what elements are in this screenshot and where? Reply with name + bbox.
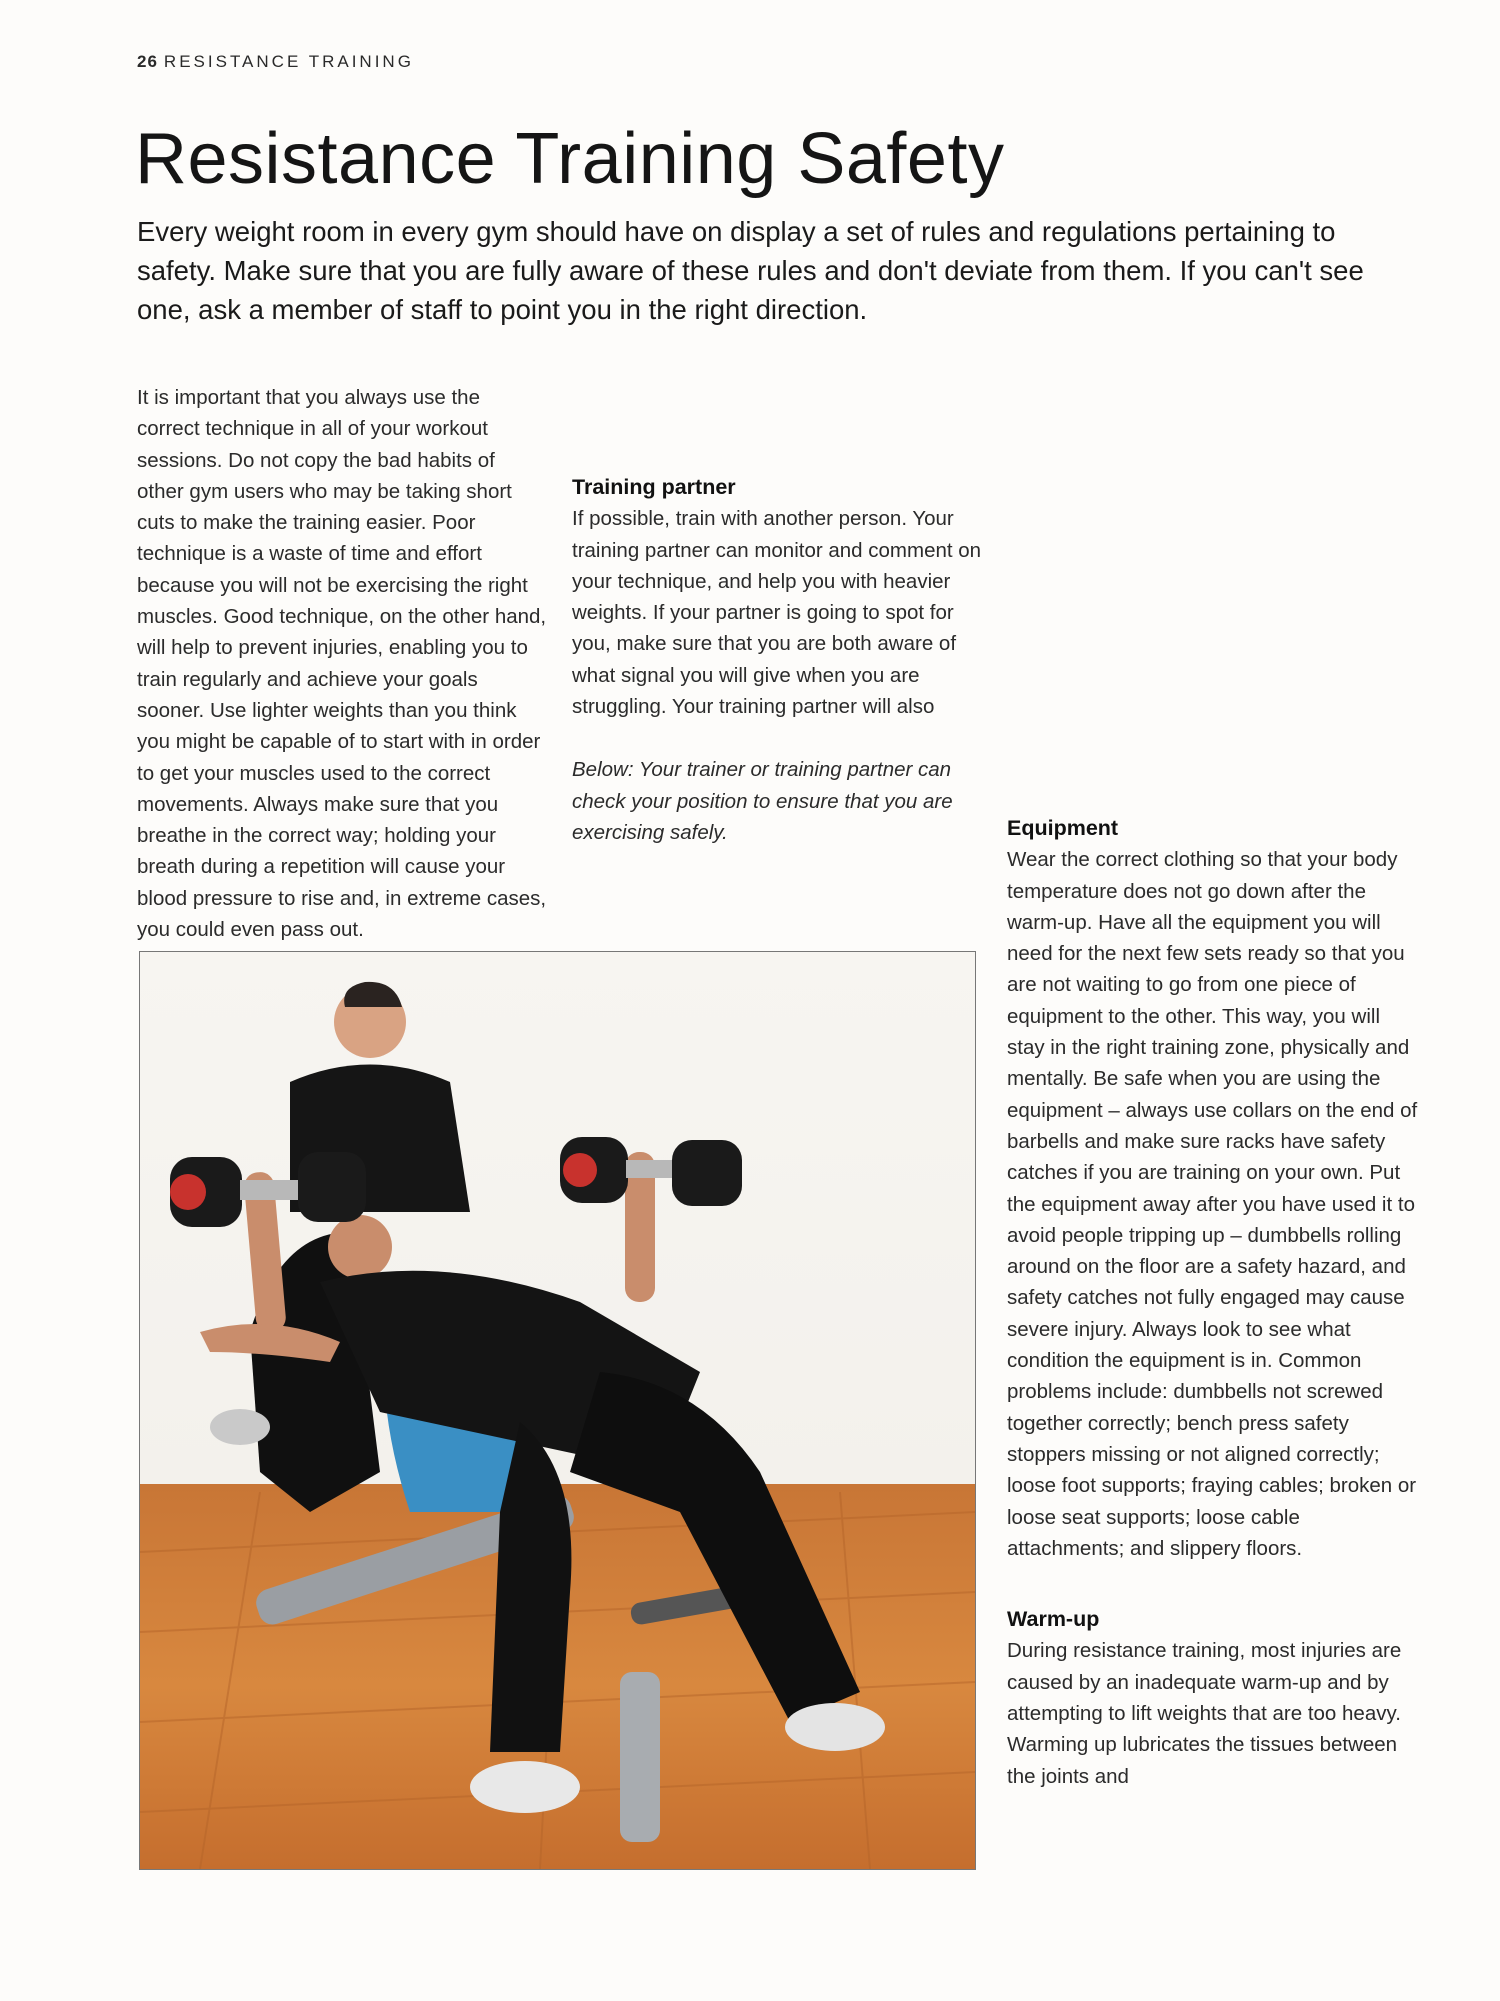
equipment-text: Wear the correct clothing so that your body temperature does not go down after the warm-up. Have all the equipment you will need for the next few sets ready so that you are not waiting to go from one piece of equipment to the other. This way, you will stay in the right training zone, physically and mentally. Be safe when you are using the equipment – always use collars on the end of barbells and make sure racks have safety catches if you are training on your own. Put the equipment away after you have used it to avoid people tripping up – dumbbells rolling around on the floor are a safety hazard, and safety catches not fully engaged may cause severe injury. Always look to see what condition the equipment is in. Common problems include: dumbbells not screwed together correctly; bench press safety stoppers missing or not aligned correctly; loose foot supports; fraying cables; broken or loose seat supports; loose cable attachments; and slippery floors. xyxy=(1007,848,1418,1560)
section-name: RESISTANCE TRAINING xyxy=(163,52,414,71)
text-column-1 xyxy=(137,382,547,942)
warm-up-text: During resistance training, most injuries are caused by an inadequate warm-up and by attempting to lift weights that are too heavy. Warming up lubricates the tissues between the joints and xyxy=(1007,1639,1402,1788)
page-number: 26 xyxy=(137,52,158,71)
training-partner-text: If possible, train with another person. Your training partner can monitor and comment on your technique, and help you with heavier weights. If your partner is going to spot for you, make sure that you are both aware of what signal you will give when you are struggling. Your training partner will also xyxy=(572,507,982,719)
text-column-3 xyxy=(1007,378,1422,1792)
page-title: Resistance Training Safety xyxy=(135,119,1005,199)
running-head xyxy=(137,52,414,72)
body-paragraph-technique: It is important that you always use the correct technique in all of your workout sessions. Do not copy the bad habits of other gym users who may be taking short cuts to make the training easier. Poor technique is a waste of time and effort because you will not be exercising the right muscles. Good technique, on the other hand, will help to prevent injuries, enabling you to train regularly and achieve your goals sooner. Use lighter weights than you think you might be capable of to start with in order to get your muscles used to the correct movements. Always make sure that you breathe in the correct way; holding your breath during a repetition will cause your blood pressure to rise and, in extreme cases, you could even pass out. xyxy=(137,386,547,942)
text-column-2 xyxy=(572,378,982,848)
photo-bench-press-spotting xyxy=(139,951,976,1870)
photo-caption: Below: Your trainer or training partner can check your position to ensure that you are exercising safely. xyxy=(572,758,953,844)
heading-equipment: Equipment xyxy=(1007,816,1119,840)
heading-warm-up: Warm-up xyxy=(1007,1607,1100,1632)
intro-paragraph: Every weight room in every gym should have on display a set of rules and regulations pertaining to safety. Make sure that you are fully aware of these rules and don't deviate from them. If you can't see one, ask a member of staff to point you in the right direction. xyxy=(137,216,1364,325)
heading-training-partner: Training partner xyxy=(572,475,736,499)
photo-illustration xyxy=(140,952,975,1869)
